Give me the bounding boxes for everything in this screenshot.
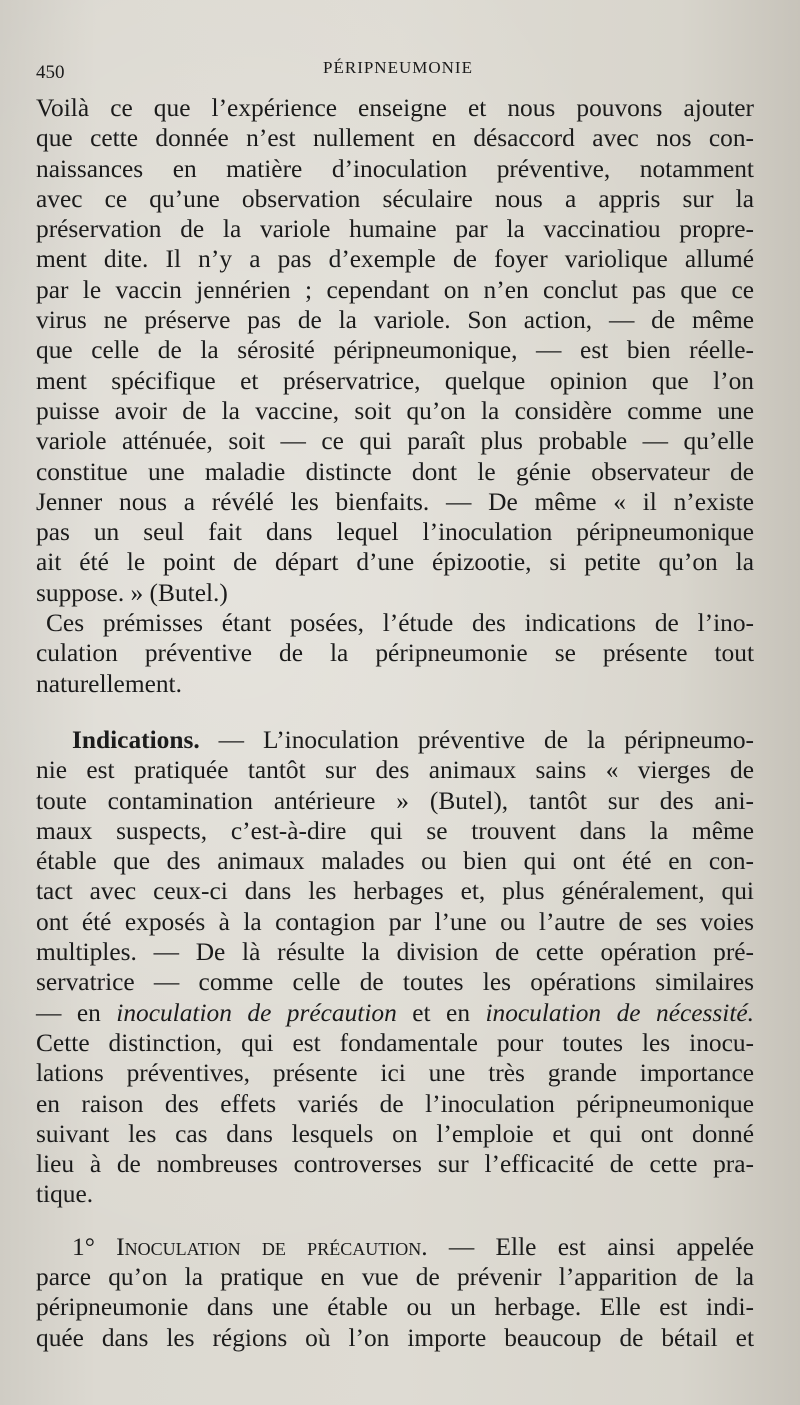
text-line: tique. [36, 1180, 94, 1209]
text-run: — en [36, 998, 117, 1027]
text-line: ment spécifique et préservatrice, quelque opinion que l’on [36, 366, 754, 395]
text-line: Voilà ce que l’expérience enseigne et nous pouvons ajouter [36, 94, 754, 122]
text-line: ait été le point de départ d’une épizootie, si petite qu’on la [36, 548, 754, 577]
paragraph-spacer [36, 1210, 754, 1232]
text-line: pas un seul fait dans lequel l’inoculation péripneumonique [36, 518, 754, 547]
paragraph-inoculation-de-precaution [36, 1232, 754, 1353]
text-line: nie est pratiquée tantôt sur des animaux sains « vierges de [36, 756, 754, 785]
paragraph-1 [36, 93, 754, 608]
text-line: toute contamination antérieure » (Butel), tantôt sur des ani- [36, 786, 754, 815]
text-line: péripneumonie dans une étable ou un herbage. Elle est indi- [36, 1293, 754, 1322]
section-heading-indications: Indications. [72, 725, 200, 754]
section-number: 1° [72, 1232, 95, 1261]
body-text [36, 93, 754, 1353]
page-number: 450 [36, 62, 65, 83]
text-line: étable que des animaux malades ou bien qui ont été en con- [36, 847, 754, 876]
text-line: que celle de la sérosité péripneumonique, — est bien réelle- [36, 336, 754, 365]
text-line: variole atténuée, soit — ce qui paraît plus probable — qu’elle [36, 427, 754, 456]
text-run: et en [396, 998, 486, 1027]
text-line: naturellement. [36, 669, 182, 698]
text-line: naissances en matière d’inoculation préventive, notamment [36, 154, 754, 183]
text-line: ont été exposés à la contagion par l’une ou l’autre de ses voies [36, 907, 754, 936]
text-line: culation préventive de la péripneumonie se présente tout [36, 639, 754, 668]
text-line: Jenner nous a révélé les bienfaits. — De même « il n’existe [36, 487, 754, 516]
paragraph-spacer [36, 699, 754, 725]
text-run: — L’inoculation préventive de la péripneumo- [199, 725, 754, 754]
paragraph-2 [36, 608, 754, 699]
text-line: ment dite. Il n’y a pas d’exemple de foyer variolique allumé [36, 245, 754, 274]
text-line: servatrice — comme celle de toutes les opérations similaires [36, 968, 754, 997]
text-line: parce qu’on la pratique en vue de prévenir l’apparition de la [36, 1262, 754, 1291]
term-inoculation-de-necessite: inoculation de nécessité. [485, 998, 754, 1027]
text-line: par le vaccin jennérien ; cependant on n’en conclut pas que ce [36, 275, 754, 304]
text-line: suppose. » (Butel.) [36, 578, 228, 607]
text-line: lieu à de nombreuses controverses sur l’efficacité de cette pra- [36, 1150, 754, 1179]
text-line: puisse avoir de la vaccine, soit qu’on la considère comme une [36, 396, 754, 425]
text-line: multiples. — De là résulte la division de cette opération pré- [36, 938, 754, 967]
text-line: que cette donnée n’est nullement en désaccord avec nos con- [36, 124, 754, 153]
text-line [36, 998, 754, 1028]
term-inoculation-de-precaution: inoculation de précaution [116, 998, 397, 1027]
text-line: avec ce qu’une observation séculaire nous a appris sur la [36, 184, 754, 213]
text-line: maux suspects, c’est-à-dire qui se trouvent dans la même [36, 816, 754, 845]
text-line: Cette distinction, qui est fondamentale pour toutes les inocu- [36, 1028, 754, 1057]
text-line: constitue une maladie distincte dont le génie observateur de [36, 457, 754, 486]
section-heading-inoculation-de-precaution: Inoculation de précaution. [116, 1232, 428, 1261]
text-line: quée dans les régions où l’on importe beaucoup de bétail et [36, 1323, 754, 1352]
page-header [36, 58, 760, 82]
text-run: — Elle est ainsi appelée [427, 1232, 754, 1261]
text-line: Ces prémisses étant posées, l’étude des indications de l’ino- [46, 609, 754, 638]
paragraph-indications [36, 725, 754, 1210]
text-line: suivant les cas dans lesquels on l’emploie et qui ont donné [36, 1119, 754, 1148]
text-line: en raison des effets variés de l’inoculation péripneumonique [36, 1089, 754, 1118]
text-line: virus ne préserve pas de la variole. Son action, — de même [36, 306, 754, 335]
running-title: PÉRIPNEUMONIE [323, 58, 473, 77]
text-line [36, 725, 754, 755]
text-line: préservation de la variole humaine par la vaccinatiou propre- [36, 215, 754, 244]
text-line: tact avec ceux-ci dans les herbages et, plus généralement, qui [36, 877, 754, 906]
text-line [36, 1232, 754, 1262]
text-line: lations préventives, présente ici une très grande importance [36, 1059, 754, 1088]
